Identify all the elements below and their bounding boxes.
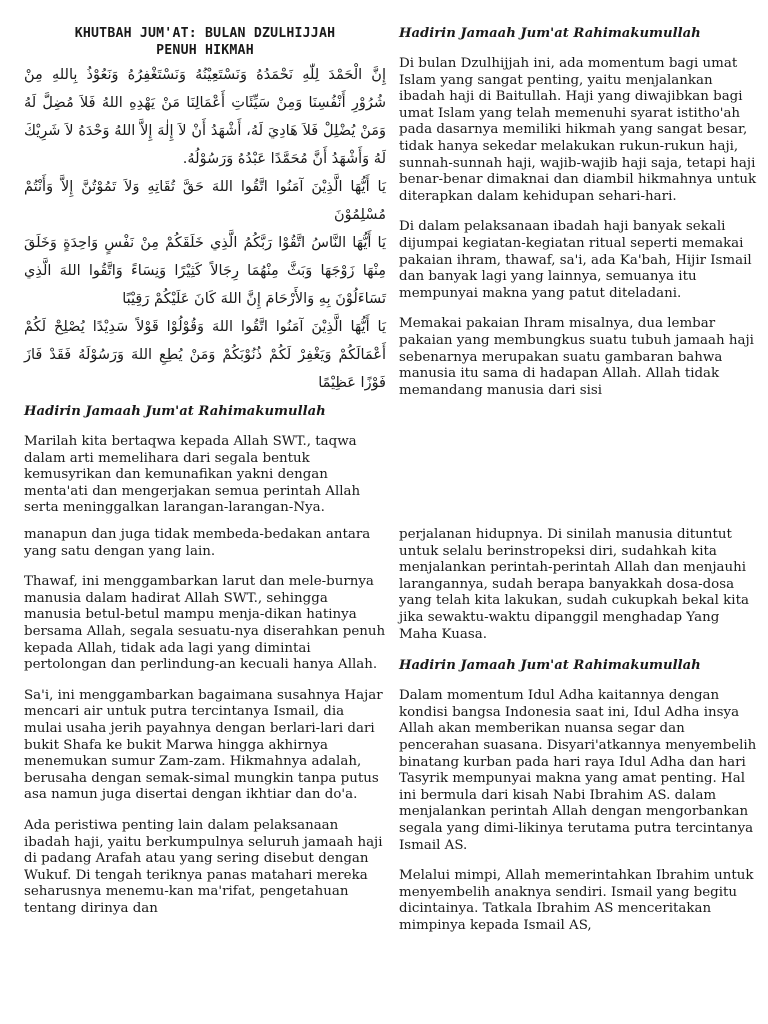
arabic-paragraph-1: إِنَّ الْحَمْدَ لِلّٰهِ نَحْمَدُهُ وَنَسْتَعِيْنُهُ وَنَسْتَغْفِرُهُ وَنَعُوْذُ بِاللهِ مِنْ شُرُوْرِ أَنْفُسِنَا وَمِنْ سَيِّئَاتِ أَعْمَالِنَا مَنْ يَهْدِهِ اللهُ فَلاَ مُضِلَّ لَهُ وَمَنْ يُضْلِلْ فَلاَ هَادِيَ لَهُ، أَشْهَدُ أَنْ لاَ إِلٰهَ إِلاَّ اللهُ وَحْدَهُ لاَ شَرِيْكَ لَهُ وَأَشْهَدُ أَنَّ مُحَمَّدًا عَبْدُهُ وَرَسُوْلُهُ. (24, 67, 386, 167)
arabic-paragraph-2: يَا أَيُّهَا الَّذِيْنَ آمَنُوا اتَّقُوا اللهَ حَقَّ تُقَاتِهِ وَلاَ تَمُوْتُنَّ إِلاَّ وَأَنْتُمْ مُسْلِمُوْنَ (24, 179, 386, 223)
paragraph: Melalui mimpi, Allah memerintahkan Ibrahim untuk menyembelih anaknya sendiri. Ismail yang begitu dicintainya. Tatkala Ibrahim AS menceritakan mimpinya kepada Ismail AS, (399, 868, 754, 933)
paragraph: Sa'i, ini menggambarkan bagaimana susahnya Hajar mencari air untuk putra tercintanya Ismail, dia mulai usaha jerih payahnya dengan berlari-lari dari bukit Shafa ke bukit Marwa hingga akhirnya menemukan sumur Zam-zam. Hikmahnya adalah, berusaha dengan semak-simal mungkin tanpa putus asa namun juga disertai dengan ikhtiar dan do'a. (24, 687, 383, 803)
section-heading: Hadirin Jamaah Jum'at Rahimakumullah (24, 404, 326, 419)
page-title-line2: PENUH HIKMAH (156, 43, 254, 58)
paragraph: Di bulan Dzulhijjah ini, ada momentum bagi umat Islam yang sangat penting, yaitu menjalankan ibadah haji di Baitullah. Haji yang diwajibkan bagi umat Islam yang telah memenuhi syarat istitho'ah pada dasarnya memiliki hikmah yang sangat besar, tidak hanya sekedar melakukan rukun-rukun haji, sunnah-sunnah haji, wajib-wajib haji saja, tetapi haji benar-benar dimaknai dan diambil hikmahnya untuk diterapkan dalam kehidupan sehari-hari. (399, 56, 757, 204)
arabic-paragraph-3: يَا أَيُّهَا النَّاسُ اتَّقُوْا رَبَّكُمُ الَّذِي خَلَقَكُمْ مِنْ نَفْسٍ وَاحِدَةٍ وَخَلَقَ مِنْهَا زَوْجَهَا وَبَثَّ مِنْهُمَا رِجَالاً كَثِيْرًا وَنِسَاءً وَاتَّقُوا اللهَ الَّذِي تَسَاءَلُوْنَ بِهِ وَالأَرْحَامَ إِنَّ اللهَ كَانَ عَلَيْكُمْ رَقِيْبًا (24, 235, 386, 307)
page-title-line1: KHUTBAH JUM'AT: BULAN DZULHIJJAH (74, 26, 336, 41)
paragraph: manapun dan juga tidak membeda-bedakan antara yang satu dengan yang lain. (24, 527, 371, 559)
paragraph: Di dalam pelaksanaan ibadah haji banyak sekali dijumpai kegiatan-kegiatan ritual seperti memakai pakaian ihram, thawaf, sa'i, ada Ka'bah, Hijir Ismail dan banyak lagi yang lainnya, semuanya itu mempunyai makna yang patut diteladani. (399, 219, 752, 301)
paragraph: perjalanan hidupnya. Di sinilah manusia dituntut untuk selalu berinstropeksi diri, sudahkah kita menjalankan perintah-perintah Allah dan menjauhi larangannya, sudah berapa banyakkah dosa-dosa yang telah kita lakukan, sudah cukupkah bekal kita jika sewaktu-waktu dipanggil menghadap Yang Maha Kuasa. (399, 527, 749, 642)
section-heading: Hadirin Jamaah Jum'at Rahimakumullah (399, 658, 701, 674)
paragraph: Dalam momentum Idul Adha kaitannya dengan kondisi bangsa Indonesia saat ini, Idul Adha insya Allah akan memberikan nuansa segar dan pencerahan suasana. Disyari'atkannya menyembelih binatang kurban pada hari raya Idul Adha dan hari Tasyrik mempunyai makna yang amat penting. Hal ini bermula dari kisah Nabi Ibrahim AS. dalam menjalankan perintah Allah dengan mengorbankan segala yang dimi-likinya terutama putra tercintanya Ismail AS. (399, 688, 757, 853)
page2-left-column (24, 527, 386, 931)
paragraph: Memakai pakaian Ihram misalnya, dua lembar pakaian yang membungkus suatu tubuh jamaah haji sebenarnya merupakan suatu gambaran bahwa manusia itu sama di hadapan Allah. Allah tidak memandang manusia dari sisi (399, 316, 754, 398)
paragraph: Ada peristiwa penting lain dalam pelaksanaan ibadah haji, yaitu berkumpulnya seluruh jamaah haji di padang Arafah atau yang sering disebut dengan Wukuf. Di tengah teriknya panas matahari mereka seharusnya menemu-kan ma'rifat, pengetahuan tentang dirinya dan (24, 817, 383, 916)
section-heading: Hadirin Jamaah Jum'at Rahimakumullah (399, 26, 701, 41)
page1-left-column (24, 25, 386, 531)
page1-right-column (399, 25, 761, 413)
arabic-opening-block (24, 61, 386, 397)
page2-right-column (399, 527, 761, 948)
arabic-paragraph-4: يَا أَيُّهَا الَّذِيْنَ آمَنُوا اتَّقُوا اللهَ وَقُوْلُوْا قَوْلاً سَدِيْدًا يُصْلِحْ لَكُمْ أَعْمَالَكُمْ وَيَغْفِرْ لَكُمْ ذُنُوْبَكُمْ وَمَنْ يُطِعِ اللهَ وَرَسُوْلَهُ فَقَدْ فَازَ فَوْزًا عَظِيْمًا (24, 319, 386, 391)
paragraph: Marilah kita bertaqwa kepada Allah SWT., taqwa dalam arti memelihara dari segala bentuk kemusyrikan dan kemunafikan yakni dengan menta'ati dan mengerjakan semua perintah Allah serta meninggalkan larangan-larangan-Nya. (24, 434, 361, 516)
paragraph: Thawaf, ini menggambarkan larut dan mele-burnya manusia dalam hadirat Allah SWT., sehingga manusia betul-betul mampu menja-dikan hatinya bersama Allah, segala sesuatu-nya diserahkan penuh kepada Allah, tidak ada lagi yang dimintai pertolongan dan perlindung-an kecuali hanya Allah. (24, 574, 386, 673)
